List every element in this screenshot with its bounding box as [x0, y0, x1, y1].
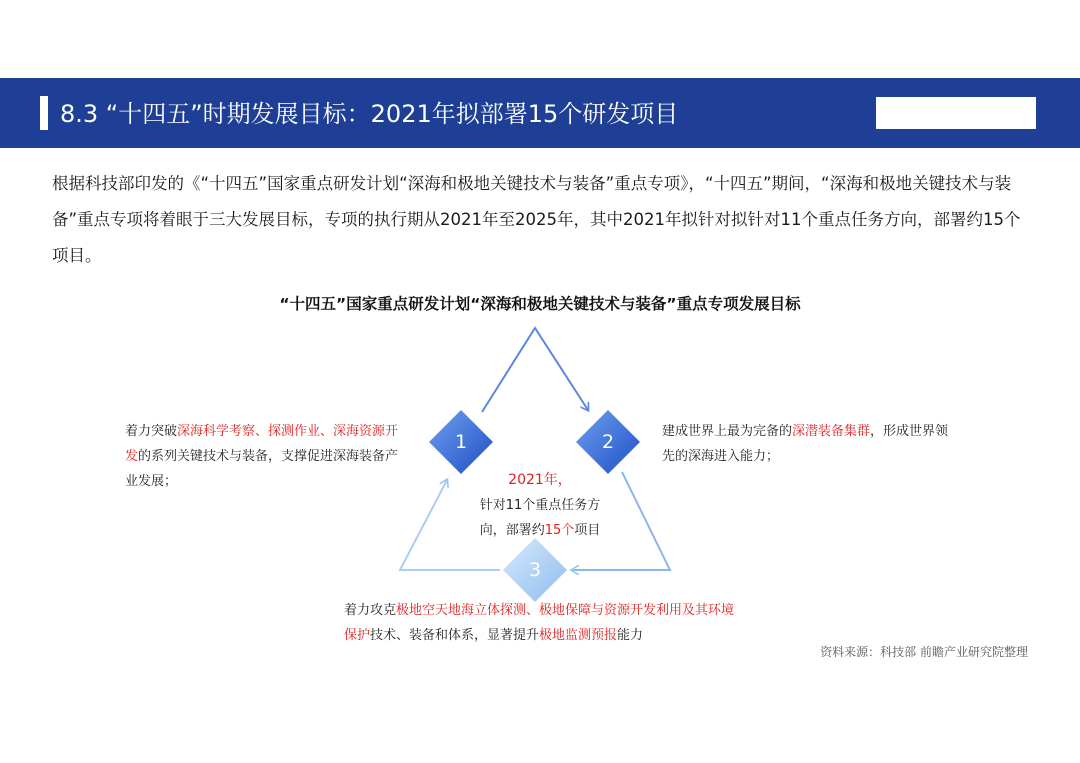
goal-2-text: 建成世界上最为完备的深潜装备集群，形成世界领先的深海进入能力；: [662, 424, 949, 464]
intro-paragraph: 根据科技部印发的《“十四五”国家重点研发计划“深海和极地关键技术与装备”重点专项》，“十四五”期间，“深海和极地关键技术与装备”重点专项将着眼于三大发展目标，专项的执行期从2021年至2025年，其中2021年拟针对拟针对11个重点任务方向，部署约15个项目。: [52, 174, 1021, 265]
center-summary: [450, 468, 630, 543]
arrow-1-to-2: [482, 328, 588, 412]
diagram-title: “十四五”国家重点研发计划“深海和极地关键技术与装备”重点专项发展目标: [279, 295, 801, 313]
center-line-2: 向，部署约15个项目: [479, 523, 601, 538]
node-label-2: 2: [601, 431, 615, 453]
center-line-1: 针对11个重点任务方: [479, 498, 601, 513]
goal-3-text: 着力攻克极地空天地海立体探测、极地保障与资源开发利用及其环境保护技术、装备和体系，显著提升极地监测预报能力: [344, 603, 735, 643]
node-label-3: 3: [528, 559, 542, 581]
center-year: 2021年，: [508, 472, 572, 488]
goal-1-text: 着力突破深海科学考察、探测作业、深海资源开发的系列关键技术与装备，支撑促进深海装备产业发展；: [125, 424, 399, 489]
node-label-1: 1: [454, 431, 468, 453]
page-title: 8.3 “十四五”时期发展目标：2021年拟部署15个研发项目: [60, 100, 679, 128]
source-note: 资料来源：科技部 前瞻产业研究院整理: [820, 645, 1028, 659]
